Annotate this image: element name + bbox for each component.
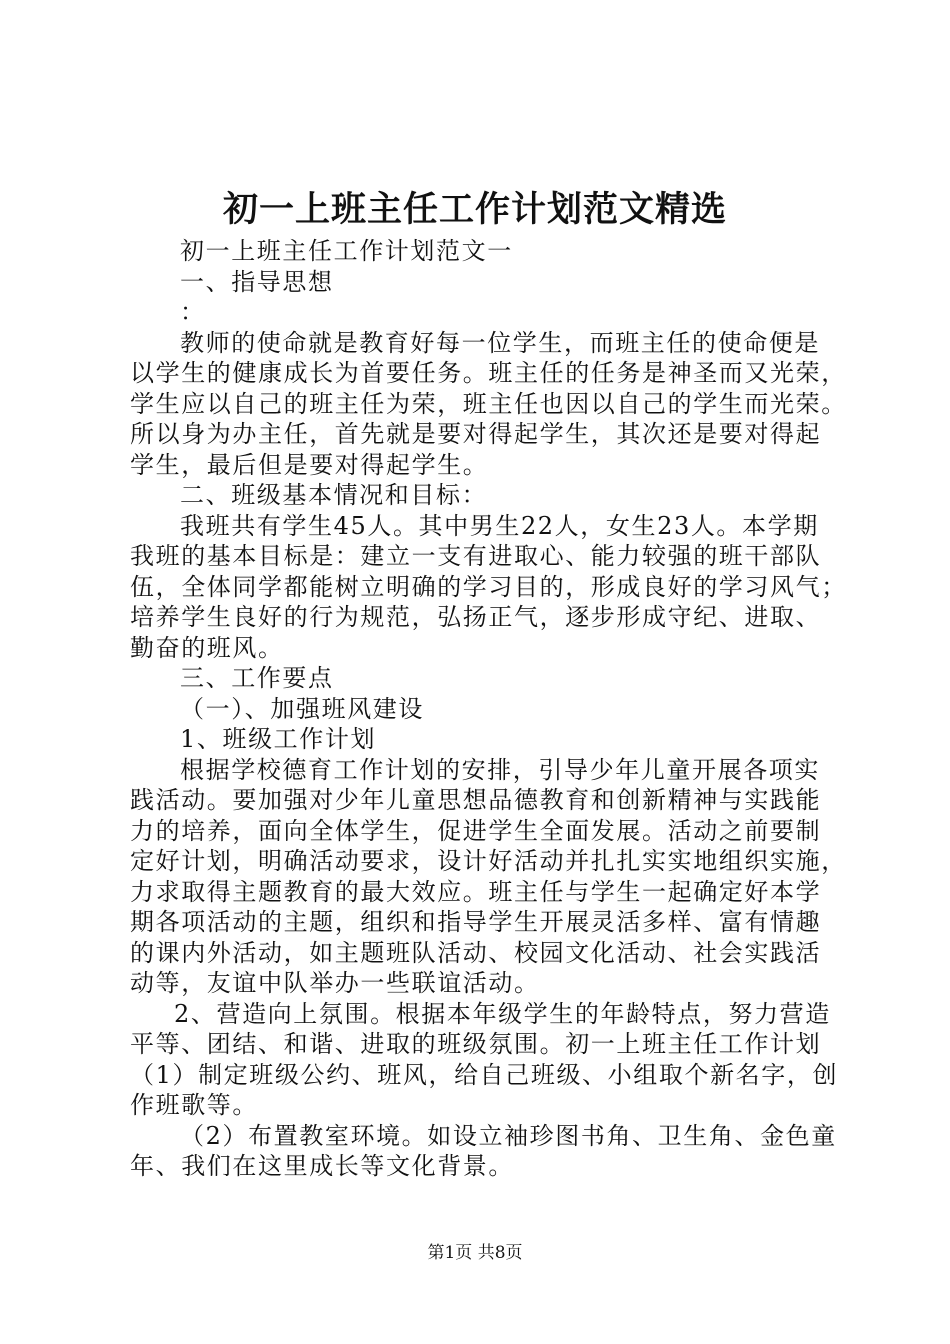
document-title: 初一上班主任工作计划范文精选 [222, 189, 727, 230]
document-body [130, 236, 847, 1182]
subtitle-line: 初一上班主任工作计划范文一 [180, 237, 513, 265]
text-line: 动等，友谊中队举办一些联谊活动。 [130, 969, 540, 997]
text-line: 作班歌等。 [130, 1091, 258, 1119]
text-line: 以学生的健康成长为首要任务。班主任的任务是神圣而又光荣， [130, 359, 847, 387]
text-line: 根据学校德育工作计划的安排，引导少年儿童开展各项实 [180, 755, 820, 784]
text-line: 的课内外活动，如主题班队活动、校园文化活动、社会实践活 [130, 938, 822, 967]
page-footer: 第1页 共8页 [427, 1243, 523, 1263]
text-line: 践活动。要加强对少年儿童思想品德教育和创新精神与实践能 [130, 786, 822, 814]
text-line: 期各项活动的主题，组织和指导学生开展灵活多样、富有情趣 [130, 908, 822, 936]
text-line: 力求取得主题教育的最大效应。班主任与学生一起确定好本学 [130, 877, 822, 906]
text-line: 学生应以自己的班主任为荣，班主任也因以自己的学生而光荣。 [130, 389, 847, 418]
text-line: ： [180, 298, 206, 326]
text-line: 我班共有学生45人。其中男生22人，女生23人。本学期 [180, 511, 819, 540]
subsection-heading: （一）、加强班风建设 [180, 694, 424, 723]
subsection-heading: 1、班级工作计划 [180, 725, 377, 753]
text-line: 力的培养，面向全体学生，促进学生全面发展。活动之前要制 [130, 816, 822, 845]
section-heading: 一、指导思想 [180, 267, 334, 296]
text-line: 伍，全体同学都能树立明确的学习目的，形成良好的学习风气； [130, 572, 847, 601]
text-line: 定好计划，明确活动要求，设计好活动并扎扎实实地组织实施， [130, 847, 847, 875]
text-line: 平等、团结、和谐、进取的班级氛围。初一上班主任工作计划 [130, 1030, 822, 1058]
text-line: （2）布置教室环境。如设立袖珍图书角、卫生角、金色童 [180, 1121, 837, 1150]
section-heading: 二、班级基本情况和目标： [180, 481, 488, 509]
text-line: 年、我们在这里成长等文化背景。 [130, 1152, 514, 1180]
text-line: 2、营造向上氛围。根据本年级学生的年龄特点，努力营造 [174, 999, 831, 1028]
text-line: 学生，最后但是要对得起学生。 [130, 450, 489, 479]
text-line: 培养学生良好的行为规范，弘扬正气，逐步形成守纪、进取、 [130, 603, 822, 631]
text-line: （1）制定班级公约、班风，给自己班级、小组取个新名字，创 [130, 1060, 839, 1089]
text-line: 勤奋的班风。 [130, 633, 284, 662]
text-line: 所以身为办主任，首先就是要对得起学生，其次还是要对得起 [130, 420, 822, 448]
text-line: 我班的基本目标是：建立一支有进取心、能力较强的班干部队 [130, 542, 822, 570]
text-line: 教师的使命就是教育好每一位学生，而班主任的使命便是 [180, 328, 820, 357]
section-heading: 三、工作要点 [180, 664, 334, 692]
